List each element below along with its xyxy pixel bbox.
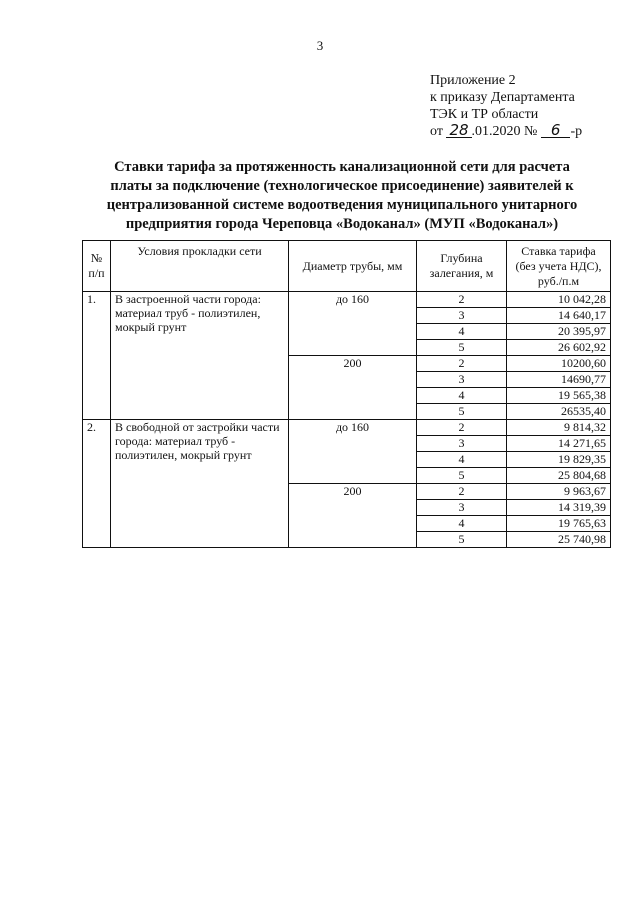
depth-value: 3: [417, 372, 507, 388]
rate-value: 25 804,68: [507, 468, 611, 484]
document-title: Ставки тарифа за протяженность канализационной сети для расчета платы за подключение (технологическое присоединение) заявителей к централизованной системе водоотведения муниципального унитарного предприятия города Череповца «Водоканал» (МУП «Водоканал»): [106, 159, 578, 232]
order-number-handwritten: 6: [541, 123, 571, 138]
rate-value: 19 829,35: [507, 452, 611, 468]
depth-value: 5: [417, 340, 507, 356]
rate-value: 10 042,28: [507, 292, 611, 308]
rate-value: 14 640,17: [507, 308, 611, 324]
appendix-title: Приложение 2: [430, 73, 516, 88]
pipe-diameter: до 160: [289, 292, 417, 356]
rate-value: 9 963,67: [507, 484, 611, 500]
depth-value: 2: [417, 292, 507, 308]
order-date-line: [430, 123, 630, 140]
depth-value: 5: [417, 468, 507, 484]
depth-value: 4: [417, 324, 507, 340]
table-body: [83, 292, 611, 548]
rate-value: 25 740,98: [507, 532, 611, 548]
depth-value: 5: [417, 532, 507, 548]
order-date-rest: .01.2020 №: [471, 124, 538, 139]
depth-value: 4: [417, 452, 507, 468]
row-number: 1.: [83, 292, 111, 420]
page-number: 3: [316, 38, 324, 53]
depth-value: 5: [417, 404, 507, 420]
table-row: [83, 292, 611, 308]
laying-conditions: В свободной от застройки части города: материал труб - полиэтилен, мокрый грунт: [111, 420, 289, 548]
depth-value: 2: [417, 356, 507, 372]
rate-value: 19 765,63: [507, 516, 611, 532]
pipe-diameter: 200: [289, 356, 417, 420]
rate-value: 14 271,65: [507, 436, 611, 452]
table-row: [83, 420, 611, 436]
header-rate: Ставка тарифа (без учета НДС), руб./п.м: [507, 241, 611, 292]
rate-value: 9 814,32: [507, 420, 611, 436]
header-depth: Глубина залегания, м: [417, 241, 507, 292]
table-header-row: [83, 241, 611, 292]
rate-value: 14 319,39: [507, 500, 611, 516]
appendix-to-order: к приказу Департамента: [430, 90, 575, 105]
rate-value: 26535,40: [507, 404, 611, 420]
rate-value: 14690,77: [507, 372, 611, 388]
header-diameter: Диаметр трубы, мм: [289, 241, 417, 292]
rate-value: 20 395,97: [507, 324, 611, 340]
rate-value: 19 565,38: [507, 388, 611, 404]
depth-value: 2: [417, 420, 507, 436]
order-day-handwritten: 28: [446, 123, 471, 138]
depth-value: 3: [417, 436, 507, 452]
depth-value: 2: [417, 484, 507, 500]
header-num: № п/п: [83, 241, 111, 292]
rate-value: 10200,60: [507, 356, 611, 372]
header-conditions: Условия прокладки сети: [111, 241, 289, 292]
depth-value: 3: [417, 500, 507, 516]
tariff-table: [82, 240, 611, 548]
rate-value: 26 602,92: [507, 340, 611, 356]
depth-value: 4: [417, 388, 507, 404]
row-number: 2.: [83, 420, 111, 548]
laying-conditions: В застроенной части города: материал труб - полиэтилен, мокрый грунт: [111, 292, 289, 420]
pipe-diameter: 200: [289, 484, 417, 548]
appendix-block: [430, 72, 630, 140]
pipe-diameter: до 160: [289, 420, 417, 484]
depth-value: 4: [417, 516, 507, 532]
date-prefix: от: [430, 124, 443, 139]
depth-value: 3: [417, 308, 507, 324]
appendix-department: ТЭК и ТР области: [430, 107, 539, 122]
order-suffix: -р: [570, 124, 583, 139]
